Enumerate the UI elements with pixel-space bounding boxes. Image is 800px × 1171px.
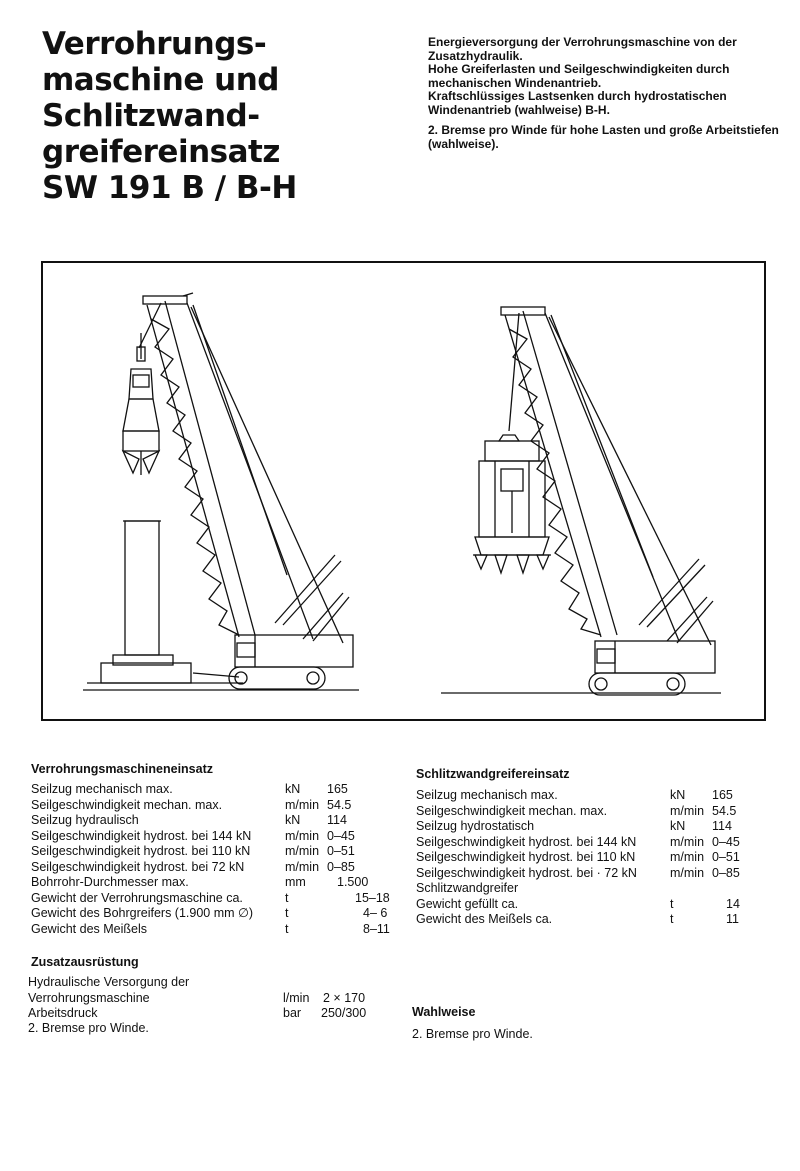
spec-value: 165	[712, 788, 733, 802]
table-row	[31, 798, 390, 814]
spec-unit: kN	[285, 782, 301, 796]
spec-unit	[670, 881, 712, 897]
diaphragm-spec-table	[416, 788, 752, 928]
page-title	[42, 26, 342, 206]
table-row	[416, 788, 752, 804]
spec-unit: kN	[670, 788, 686, 802]
spec-label: Gewicht des Meißels ca.	[416, 912, 553, 926]
table-row	[416, 804, 752, 820]
spec-label: Seilzug hydraulisch	[31, 813, 139, 827]
table-row	[416, 866, 752, 882]
spec-label: Gewicht des Bohrgreifers (1.900 mm ∅)	[31, 906, 254, 920]
spec-unit: m/min	[670, 865, 705, 880]
casing-spec-table	[31, 782, 390, 937]
crane-illustration-frame	[41, 261, 766, 721]
additional-unit: bar	[283, 1006, 302, 1020]
spec-label: Seilzug mechanisch max.	[31, 782, 173, 796]
optional-line: 2. Bremse pro Winde.	[412, 1027, 533, 1041]
spec-unit: t	[285, 890, 289, 905]
spec-value: 8–11	[363, 921, 390, 936]
additional-line: Arbeitsdruck	[28, 1006, 98, 1020]
table-row	[416, 850, 752, 866]
intro-paragraph: Energieversorgung der Verrohrungsmaschine von der Zusatzhydraulik.	[428, 35, 737, 63]
table-row	[31, 891, 390, 907]
intro-text	[428, 36, 780, 151]
spec-label: Seilzug hydrostatisch	[416, 819, 535, 833]
title-line: Schlitzwand-	[42, 98, 260, 134]
intro-paragraph: 2. Bremse pro Winde für hohe Lasten und große Arbeitstiefen (wahlweise).	[428, 123, 779, 151]
spec-label: Seilzug mechanisch max.	[416, 788, 558, 802]
section-heading-casing: Verrohrungsmaschineneinsatz	[31, 762, 214, 776]
right-crane-drawing	[441, 307, 721, 695]
crane-drawings	[43, 263, 764, 719]
spec-value: 114	[327, 813, 347, 827]
spec-value: 54.5	[327, 797, 352, 812]
spec-label: Seilgeschwindigkeit mechan. max.	[416, 803, 608, 818]
additional-unit: l/min	[283, 991, 310, 1005]
spec-value: 11	[726, 912, 739, 926]
spec-label: Schlitzwandgreifer	[416, 881, 519, 895]
spec-value: 0–51	[327, 844, 355, 858]
spec-unit: t	[670, 912, 674, 926]
spec-value: 0–45	[327, 828, 355, 843]
spec-label: Gewicht gefüllt ca.	[416, 896, 519, 911]
spec-label: Seilgeschwindigkeit hydrost. bei 72 kN	[31, 859, 245, 874]
spec-value: 1.500	[337, 875, 369, 889]
title-line: Verrohrungs-	[42, 26, 267, 62]
spec-label: Seilgeschwindigkeit hydrost. bei · 72 kN	[416, 865, 637, 880]
title-line: greifereinsatz	[42, 134, 280, 170]
table-row	[416, 881, 752, 897]
intro-paragraph: Kraftschlüssiges Lastsenken durch hydrostatischen Windenantrieb (wahlweise) B-H.	[428, 89, 727, 117]
spec-unit: m/min	[285, 797, 320, 812]
spec-value: 15–18	[355, 890, 390, 905]
table-row	[416, 897, 752, 913]
spec-unit: m/min	[670, 803, 705, 818]
spec-value: 0–45	[712, 834, 740, 849]
spec-unit: t	[285, 906, 289, 920]
spec-unit: t	[670, 896, 674, 911]
spec-value	[712, 881, 752, 897]
spec-value: 54.5	[712, 803, 737, 818]
spec-value: 4– 6	[363, 906, 388, 920]
table-row	[31, 844, 390, 860]
spec-value: 0–85	[327, 859, 355, 874]
spec-unit: kN	[285, 813, 301, 827]
section-heading-additional: Zusatzausrüstung	[31, 955, 139, 969]
spec-unit: t	[285, 921, 289, 936]
table-row	[31, 860, 390, 876]
table-row	[31, 782, 390, 798]
spec-label: Seilgeschwindigkeit hydrost. bei 110 kN	[31, 844, 251, 858]
spec-unit: mm	[285, 875, 306, 889]
spec-label: Seilgeschwindigkeit mechan. max.	[31, 797, 223, 812]
additional-line: Hydraulische Versorgung der	[28, 975, 190, 989]
spec-label: Gewicht der Verrohrungsmaschine ca.	[31, 890, 243, 905]
table-row	[416, 819, 752, 835]
spec-value: 0–51	[712, 850, 740, 864]
table-row	[31, 829, 390, 845]
spec-label: Seilgeschwindigkeit hydrost. bei 144 kN	[31, 828, 252, 843]
left-crane-drawing	[83, 293, 359, 690]
spec-unit: m/min	[285, 859, 320, 874]
section-heading-optional: Wahlweise	[412, 1005, 476, 1019]
spec-unit: m/min	[670, 850, 705, 864]
additional-line: Verrohrungsmaschine	[28, 991, 150, 1005]
title-line: maschine und	[42, 62, 279, 98]
table-row	[31, 906, 390, 922]
title-line: SW 191 B / B-H	[42, 170, 297, 206]
spec-label: Seilgeschwindigkeit hydrost. bei 144 kN	[416, 834, 637, 849]
table-row	[31, 922, 390, 938]
spec-label: Bohrrohr-Durchmesser max.	[31, 875, 189, 889]
spec-value: 0–85	[712, 865, 740, 880]
table-row	[416, 835, 752, 851]
spec-unit: m/min	[285, 844, 320, 858]
table-row	[31, 813, 390, 829]
spec-unit: m/min	[285, 828, 320, 843]
additional-value: 250/300	[321, 1006, 367, 1020]
table-row	[416, 912, 752, 928]
additional-line: 2. Bremse pro Winde.	[28, 1021, 149, 1035]
spec-label: Gewicht des Meißels	[31, 921, 148, 936]
additional-value: 2 × 170	[323, 991, 366, 1005]
spec-value: 114	[712, 819, 732, 833]
spec-value: 165	[327, 782, 348, 796]
spec-label: Seilgeschwindigkeit hydrost. bei 110 kN	[416, 850, 636, 864]
intro-paragraph: Hohe Greiferlasten und Seilgeschwindigkeiten durch mechanischen Windenantrieb.	[428, 62, 730, 90]
table-row	[31, 875, 390, 891]
spec-unit: m/min	[670, 834, 705, 849]
spec-value: 14	[726, 896, 740, 911]
section-heading-diaphragm: Schlitzwandgreifereinsatz	[416, 767, 570, 781]
spec-unit: kN	[670, 819, 686, 833]
